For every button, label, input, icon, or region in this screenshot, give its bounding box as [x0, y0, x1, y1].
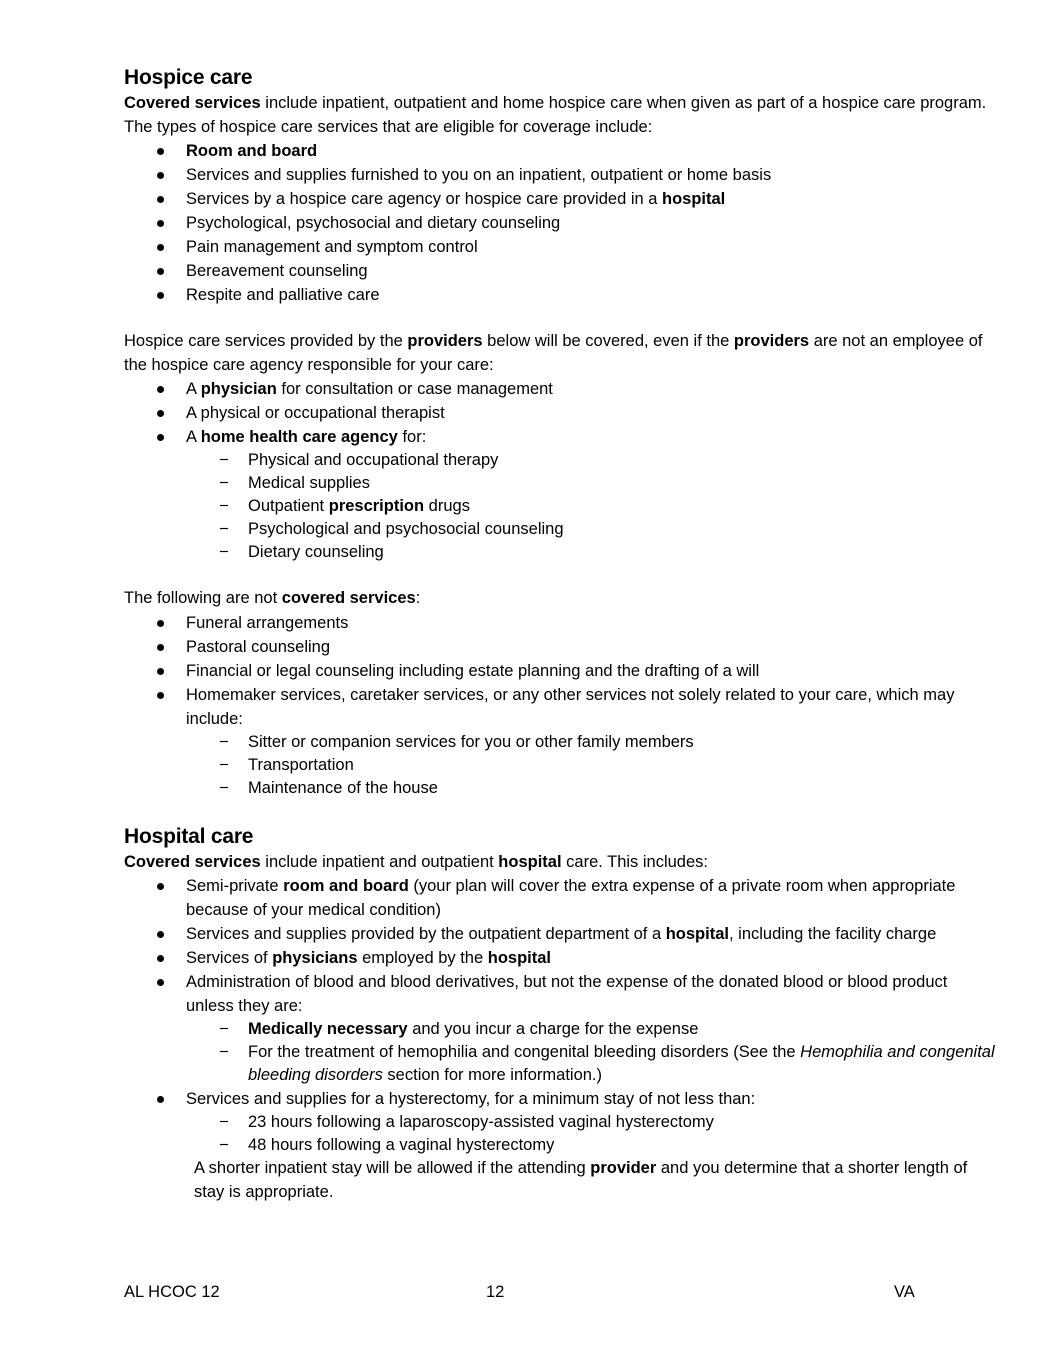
hospital-care-heading: Hospital care: [124, 824, 254, 848]
text: Psychological and psychosocial counseling: [248, 520, 564, 538]
text: Administration of blood and blood derivatives, but not the expense of the donated blood or blood product unless they are:: [186, 973, 948, 1015]
bold-term: hospital: [662, 190, 726, 208]
text: Sitter or companion services for you or other family members: [248, 732, 694, 751]
text: Medical supplies: [248, 474, 370, 492]
bold-term: provider: [590, 1159, 657, 1177]
bold-term: Room and board: [186, 142, 318, 160]
sub-list-item: [186, 777, 999, 800]
bold-term: providers: [407, 332, 483, 350]
italic-reference: Hemophilia and congenital bleeding disorders: [248, 1043, 995, 1084]
text: The following are not: [124, 589, 282, 607]
sub-list-item: [186, 472, 999, 495]
bold-term: hospital: [498, 852, 562, 871]
list-item: [124, 874, 999, 922]
home-health-sublist: [186, 449, 999, 564]
text: Services and supplies provided by the outpatient department of a: [186, 925, 666, 943]
bold-term: providers: [733, 332, 810, 350]
document-page: [124, 64, 999, 1204]
text: include inpatient and outpatient: [260, 852, 499, 871]
text: A shorter inpatient stay will be allowed if the attending: [194, 1159, 591, 1177]
list-item: [124, 659, 999, 683]
hysterectomy-sublist: [186, 1111, 999, 1157]
footer-page-number: 12: [486, 1283, 505, 1301]
sub-list-item: [186, 449, 999, 472]
text: Services and supplies furnished to you on an inpatient, outpatient or home basis: [186, 166, 772, 184]
sub-list-item: [186, 518, 999, 541]
text: Dietary counseling: [248, 543, 384, 561]
text: Semi-private: [186, 877, 284, 895]
text: below will be covered, even if the: [482, 332, 734, 350]
text: are not an employee of the hospice care agency responsible for your care:: [124, 332, 983, 374]
bold-term: physicians: [272, 949, 358, 967]
text: Transportation: [248, 755, 354, 774]
text: employed by the: [357, 949, 488, 967]
list-item: [124, 425, 999, 564]
list-item: [124, 163, 999, 187]
spacer: [124, 564, 999, 587]
spacer: [124, 800, 999, 823]
list-item: [124, 259, 999, 283]
hospice-eligible-list: [124, 139, 999, 307]
text: Respite and palliative care: [186, 286, 380, 304]
text: :: [415, 589, 421, 607]
hospice-providers-list: [124, 377, 999, 564]
text: and you determine that a shorter length of stay is appropriate.: [194, 1159, 968, 1201]
hospital-intro-paragraph: [124, 851, 999, 875]
bold-term: covered services: [281, 589, 416, 607]
text: Financial or legal counseling including estate planning and the drafting of a will: [186, 661, 760, 680]
not-covered-paragraph: [124, 587, 999, 611]
list-item: [124, 187, 999, 211]
text: Pain management and symptom control: [186, 238, 478, 256]
hospice-providers-paragraph: [124, 330, 999, 377]
sub-list-item: [186, 731, 999, 754]
text: A: [186, 428, 201, 446]
text: Funeral arrangements: [186, 613, 349, 632]
bold-term: hospital: [487, 949, 552, 967]
not-covered-list: [124, 611, 999, 800]
bold-term: physician: [200, 380, 277, 398]
footer-state-code: VA: [894, 1283, 915, 1301]
text: and you incur a charge for the expense: [407, 1020, 699, 1038]
sub-list-item: [186, 754, 999, 777]
list-item: [124, 635, 999, 659]
bold-term: Covered services: [124, 94, 261, 112]
homemaker-sublist: [186, 731, 999, 800]
list-item: [124, 611, 999, 635]
list-item: [124, 377, 999, 401]
list-item: [124, 683, 999, 800]
footer-document-code: AL HCOC 12: [124, 1283, 220, 1301]
text: , including the facility charge: [728, 925, 937, 943]
text: A physical or occupational therapist: [186, 404, 445, 422]
list-item: [124, 401, 999, 425]
text: Services by a hospice care agency or hospice care provided in a: [186, 190, 663, 208]
text: include inpatient, outpatient and home hospice care when given as part of a hospice care program. The types of hospice care services that are eligible for coverage include:: [124, 94, 987, 136]
text: Outpatient: [248, 497, 329, 515]
sub-list-item: [186, 541, 999, 564]
sub-list-item: [186, 1041, 999, 1087]
sub-list-item: [186, 495, 999, 518]
text: A: [186, 380, 201, 398]
text: Physical and occupational therapy: [248, 451, 499, 469]
text: Pastoral counseling: [186, 637, 331, 656]
list-item: [124, 211, 999, 235]
list-item: [124, 946, 999, 970]
text: Bereavement counseling: [186, 262, 368, 280]
list-item: [124, 970, 999, 1087]
list-item: [124, 235, 999, 259]
hospital-covered-list: [124, 874, 999, 1157]
list-item: [124, 139, 999, 163]
text: Hospice care services provided by the: [124, 332, 408, 350]
bold-term: Medically necessary: [248, 1020, 408, 1038]
hospice-intro-paragraph: [124, 92, 999, 139]
text: Maintenance of the house: [248, 778, 438, 797]
sub-list-item: [186, 1134, 999, 1157]
sub-list-item: [186, 1111, 999, 1134]
text: Homemaker services, caretaker services, or any other services not solely related to your care, which may include:: [186, 685, 955, 728]
sub-list-item: [186, 1018, 999, 1041]
text: Services and supplies for a hysterectomy, for a minimum stay of not less than:: [186, 1090, 756, 1108]
bold-term: room and board: [283, 877, 409, 895]
list-item: [124, 1087, 999, 1157]
text: for:: [397, 428, 427, 446]
text: 23 hours following a laparoscopy-assisted vaginal hysterectomy: [248, 1113, 714, 1131]
shorter-stay-note: [194, 1157, 999, 1204]
text: drugs: [424, 497, 470, 515]
list-item: [124, 922, 999, 946]
hospice-care-heading: Hospice care: [124, 66, 253, 89]
bold-term: home health care agency: [200, 428, 398, 446]
bold-term: Covered services: [124, 852, 261, 871]
spacer: [124, 307, 999, 330]
text: for consultation or case management: [276, 380, 553, 398]
list-item: [124, 283, 999, 307]
text: (your plan will cover the extra expense of a private room when appropriate because of your medical condition): [186, 877, 956, 919]
text: For the treatment of hemophilia and congenital bleeding disorders (See the: [248, 1043, 801, 1061]
page-footer: [124, 1281, 916, 1303]
bold-term: hospital: [665, 925, 729, 943]
text: 48 hours following a vaginal hysterectomy: [248, 1136, 555, 1154]
blood-sublist: [186, 1018, 999, 1087]
text: care. This includes:: [561, 852, 708, 871]
text: Psychological, psychosocial and dietary counseling: [186, 214, 561, 232]
text: section for more information.): [382, 1066, 603, 1084]
bold-term: prescription: [328, 497, 425, 515]
text: Services of: [186, 949, 273, 967]
